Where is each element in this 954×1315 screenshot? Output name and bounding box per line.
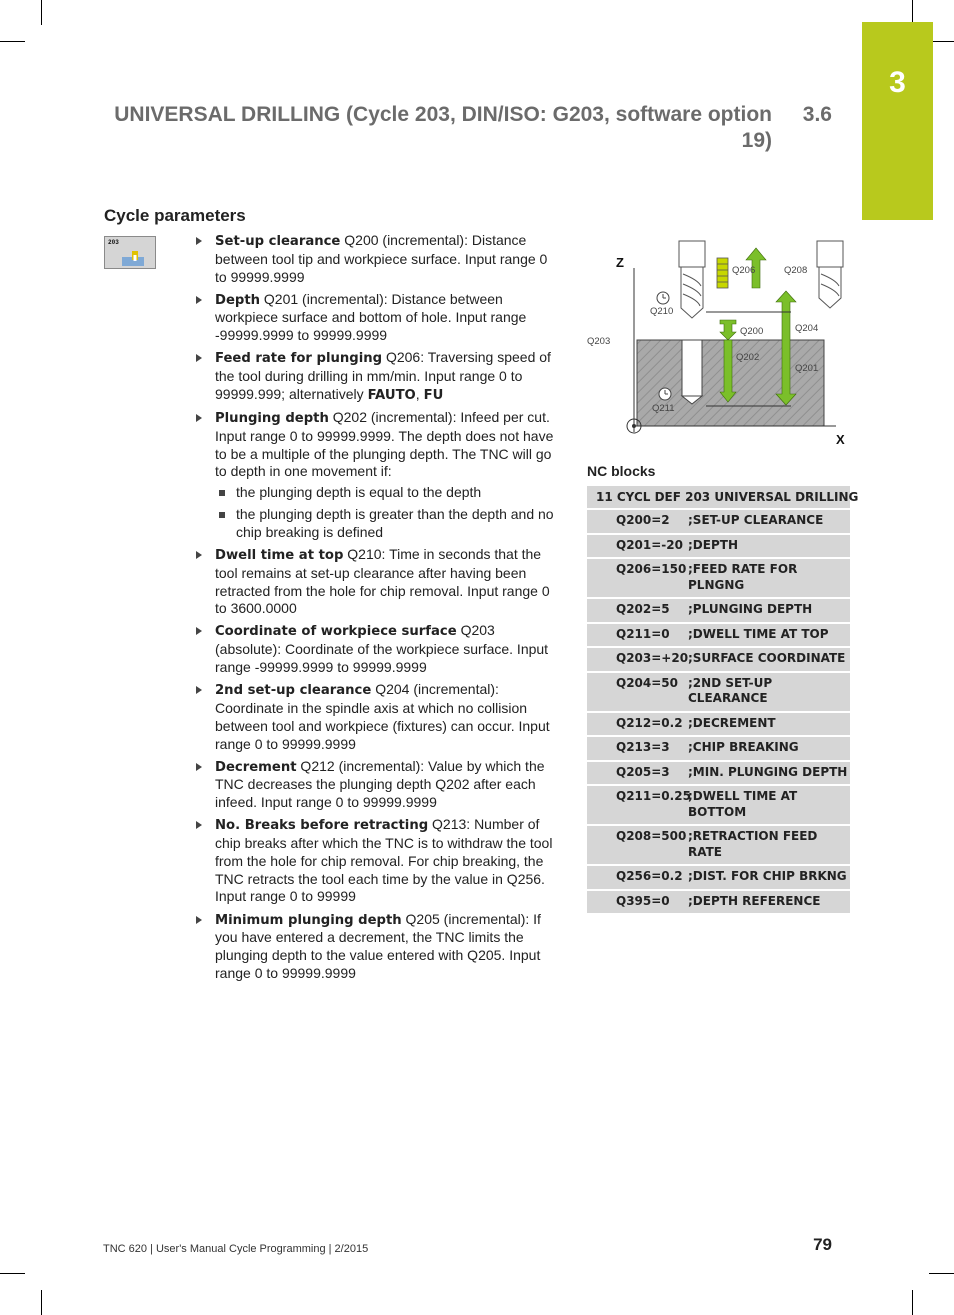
label-q203: Q203 xyxy=(587,336,611,347)
nc-row xyxy=(587,559,850,597)
param-item xyxy=(196,409,558,542)
param-name: Depth xyxy=(215,292,261,308)
param-name: Minimum plunging depth xyxy=(215,912,402,928)
nc-row xyxy=(587,786,850,824)
nc-comment: ;DEPTH REFERENCE xyxy=(688,893,821,908)
param-desc: Q205 (incremental): If you have entered a decrement, the TNC limits the plunging depth to the value entered with Q205. Input range 0 to 99999.9999 xyxy=(215,910,541,981)
nc-row xyxy=(587,624,850,647)
nc-blocks-title: NC blocks xyxy=(587,463,656,479)
arrow-right-icon xyxy=(196,821,202,829)
param-sub-text: the plunging depth is greater than the depth and no chip breaking is defined xyxy=(236,506,554,540)
nc-row xyxy=(587,866,850,889)
param-name: Dwell time at top xyxy=(215,547,344,563)
q200-arrow-icon xyxy=(720,320,736,340)
arrow-right-icon xyxy=(196,686,202,694)
nc-row xyxy=(587,891,850,914)
label-q201: Q201 xyxy=(795,363,819,374)
param-desc: Q202 (incremental): Infeed per cut. Input range 0 to 99999.9999. The depth does not have to be a multiple of the plunging depth. The TNC will go to depth in one movement if: xyxy=(215,409,554,480)
nc-code: Q213=3 xyxy=(616,740,670,754)
arrow-right-icon xyxy=(196,916,202,924)
nc-comment: ;DEPTH xyxy=(688,537,738,552)
param-item xyxy=(196,349,558,404)
param-desc: Q204 (incremental): Coordinate in the spindle axis at which no collision between tool and workpiece (fixtures) can occur. Input range 0 to 99999.9999 xyxy=(215,681,550,752)
page-number: 79 xyxy=(813,1235,832,1254)
arrow-right-icon xyxy=(196,296,202,304)
page-header-title: UNIVERSAL DRILLING (Cycle 203, DIN/ISO: G203, software option 19) xyxy=(114,103,772,152)
nc-row xyxy=(587,713,850,736)
arrow-right-icon xyxy=(196,551,202,559)
nc-code: Q205=3 xyxy=(616,764,670,779)
nc-code: Q211=0 xyxy=(616,626,670,641)
param-desc: Q201 (incremental): Distance between workpiece surface and bottom of hole. Input range -99999.9999 to 99999.9999 xyxy=(215,290,527,344)
nc-row xyxy=(587,648,850,671)
nc-code: Q208=500 xyxy=(616,829,687,843)
param-alt-fauto: FAUTO xyxy=(367,387,416,403)
nc-code: Q256=0.2 xyxy=(616,869,683,883)
param-sub-list xyxy=(215,484,558,541)
nc-row xyxy=(587,737,850,760)
param-alt-fu: FU xyxy=(423,387,444,403)
nc-comment: ;DECREMENT xyxy=(688,715,776,730)
param-alt-sep: , xyxy=(415,385,424,402)
drill-tool-icon xyxy=(679,241,705,318)
nc-code: Q202=5 xyxy=(616,602,670,616)
crop-mark xyxy=(912,1290,913,1315)
nc-comment: ;DWELL TIME AT BOTTOM xyxy=(688,789,798,819)
nc-comment: ;2ND SET-UP CLEARANCE xyxy=(688,675,773,705)
drill-tool-icon xyxy=(817,241,843,308)
section-title: Cycle parameters xyxy=(104,206,246,225)
dwell-clock-icon xyxy=(657,292,669,304)
param-name: 2nd set-up clearance xyxy=(215,683,372,699)
bullet-square-icon xyxy=(219,512,225,518)
arrow-right-icon xyxy=(196,627,202,635)
nc-comment: ;PLUNGING DEPTH xyxy=(688,602,813,616)
nc-comment: ;DIST. FOR CHIP BRKNG xyxy=(688,869,847,883)
nc-row xyxy=(587,673,850,711)
crop-mark xyxy=(41,0,42,25)
nc-row xyxy=(587,762,850,785)
drilling-diagram xyxy=(586,236,850,446)
softkey-label: 203 xyxy=(108,239,119,246)
nc-code: Q212=0.2 xyxy=(616,715,683,730)
nc-code: Q203=+20 xyxy=(616,651,689,665)
param-item xyxy=(196,232,558,286)
param-name: Feed rate for plunging xyxy=(215,351,383,367)
param-sub-item xyxy=(215,506,558,542)
nc-code: Q201=-20 xyxy=(616,537,683,552)
param-item xyxy=(196,546,558,618)
param-name: Set-up clearance xyxy=(215,234,341,249)
drilled-hole xyxy=(682,340,702,396)
nc-header-row: 11 CYCL DEF 203 UNIVERSAL DRILLING xyxy=(587,486,850,508)
param-name: Decrement xyxy=(215,759,297,775)
param-desc: Q210: Time in seconds that the tool remains at set-up clearance after having been retracted from the hole for chip removal. Input range 0 to 3600.0000 xyxy=(215,545,550,617)
nc-code: Q395=0 xyxy=(616,893,670,908)
arrow-right-icon xyxy=(196,237,202,245)
cycle-softkey-icon xyxy=(104,236,156,269)
axis-x-label: X xyxy=(836,432,845,446)
param-item xyxy=(196,681,558,753)
crop-mark xyxy=(0,41,25,42)
label-q202: Q202 xyxy=(736,352,760,363)
nc-row xyxy=(587,510,850,533)
nc-code: Q211=0.25 xyxy=(616,789,691,803)
param-item xyxy=(196,758,558,812)
page-header-section: 3.6 xyxy=(802,103,832,126)
nc-code: Q204=50 xyxy=(616,675,679,690)
nc-comment: ;SURFACE COORDINATE xyxy=(688,651,846,665)
param-item xyxy=(196,291,558,345)
label-q204: Q204 xyxy=(795,323,819,334)
bullet-square-icon xyxy=(219,490,225,496)
label-q210: Q210 xyxy=(650,306,674,317)
nc-row xyxy=(587,535,850,558)
param-item xyxy=(196,816,558,906)
softkey-graphic xyxy=(105,237,155,268)
arrow-right-icon xyxy=(196,763,202,771)
crop-mark xyxy=(0,1273,25,1274)
param-name: Plunging depth xyxy=(215,411,329,427)
param-desc: Q206: Traversing speed of the tool during drilling in mm/min. Input range 0 to 99999.999; alternatively xyxy=(215,349,551,402)
label-q208: Q208 xyxy=(784,265,808,276)
param-desc: Q200 (incremental): Distance between tool tip and workpiece surface. Input range 0 to 99999.9999 xyxy=(215,232,548,285)
dwell-clock-icon xyxy=(659,388,671,400)
nc-comment: ;DWELL TIME AT TOP xyxy=(688,626,829,641)
param-sub-text: the plunging depth is equal to the depth xyxy=(236,484,482,501)
nc-code: Q200=2 xyxy=(616,513,670,527)
param-sub-item xyxy=(215,484,558,502)
nc-code: Q206=150 xyxy=(616,562,687,576)
param-item xyxy=(196,911,558,983)
nc-comment: ;FEED RATE FOR PLNGNG xyxy=(688,562,798,592)
nc-comment: ;MIN. PLUNGING DEPTH xyxy=(688,764,848,779)
axis-z-label: Z xyxy=(616,255,624,270)
nc-comment: ;SET-UP CLEARANCE xyxy=(688,513,824,527)
arrow-right-icon xyxy=(196,414,202,422)
nc-comment: ;RETRACTION FEED RATE xyxy=(688,829,818,859)
label-q206: Q206 xyxy=(732,265,756,276)
nc-comment: ;CHIP BREAKING xyxy=(688,740,799,754)
nc-row xyxy=(587,599,850,622)
param-name: Coordinate of workpiece surface xyxy=(215,624,457,640)
parameter-list xyxy=(196,232,558,987)
chapter-number: 3 xyxy=(889,66,906,99)
param-name: No. Breaks before retracting xyxy=(215,818,429,834)
param-desc: Q212 (incremental): Value by which the TNC decreases the plunging depth Q202 after each infeed. Input range 0 to 99999.9999 xyxy=(215,757,545,811)
param-desc: Q213: Number of chip breaks after which the TNC is to withdraw the tool from the hole for chip removal. For chip breaking, the TNC retracts the tool each time by the value in Q256. Input range 0 to 99999 xyxy=(215,816,553,905)
nc-blocks-table xyxy=(587,486,859,915)
param-desc: Q203 (absolute): Coordinate of the workpiece surface. Input range -99999.9999 to 99999.9999 xyxy=(215,622,549,676)
param-item xyxy=(196,622,558,676)
nc-row xyxy=(587,826,850,864)
chapter-tab xyxy=(862,22,933,220)
feed-marker-icon xyxy=(717,258,728,288)
crop-mark xyxy=(41,1290,42,1315)
label-q200: Q200 xyxy=(740,326,764,337)
arrow-right-icon xyxy=(196,354,202,362)
crop-mark xyxy=(929,1273,954,1274)
label-q211: Q211 xyxy=(652,403,675,414)
footer-text: TNC 620 | User's Manual Cycle Programming | 2/2015 xyxy=(103,1243,369,1255)
